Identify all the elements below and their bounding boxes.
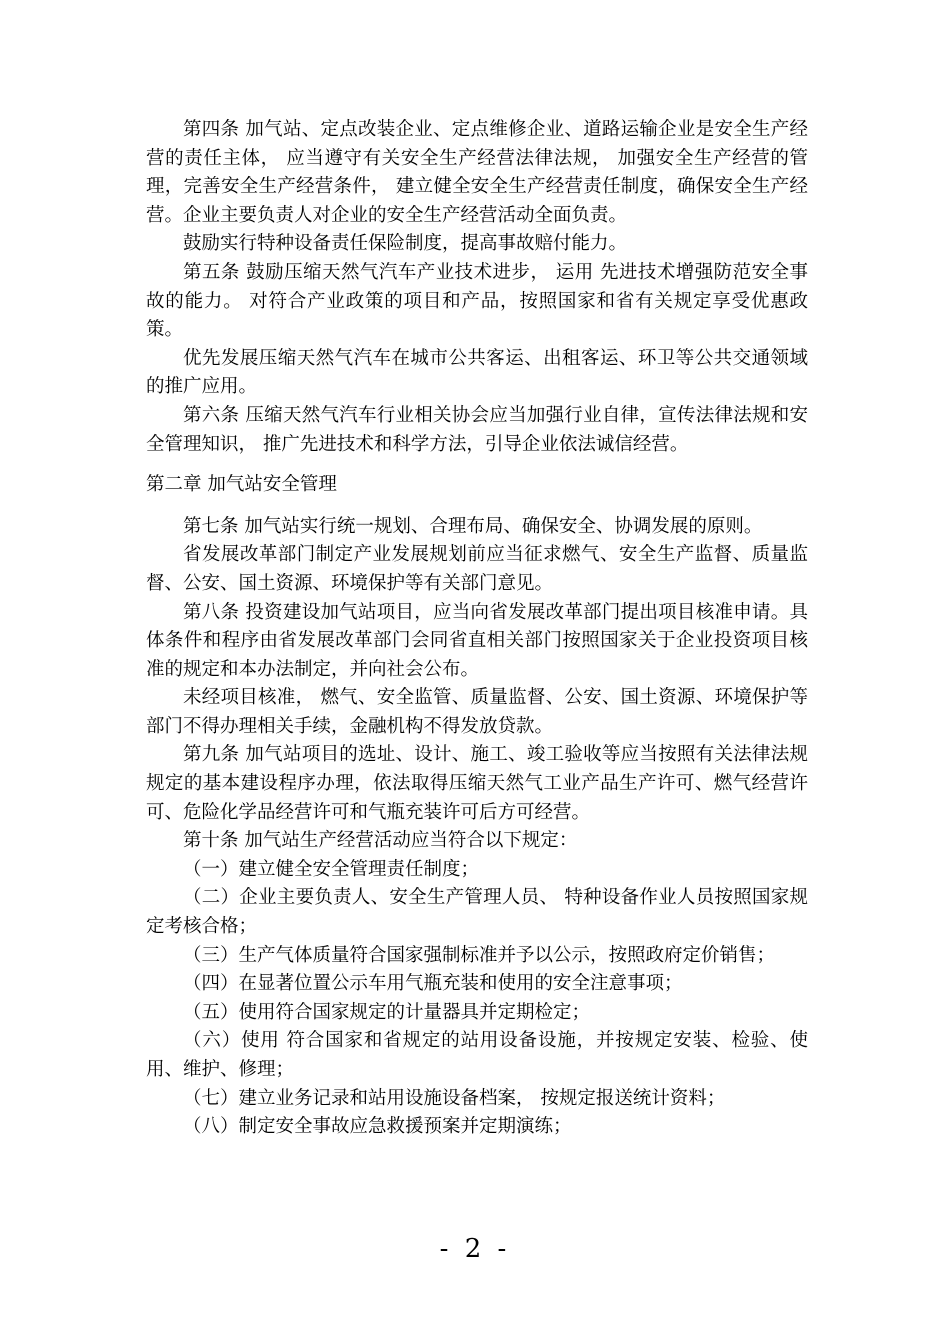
unapproved-project-paragraph: 未经项目核准， 燃气、安全监管、质量监督、公安、国土资源、环境保护等部门不得办理相关手续，金融机构不得发放贷款。: [146, 687, 808, 737]
article-5-paragraph: 第五条 鼓励压缩天然气汽车产业技术进步， 运用 先进技术增强防范安全事故的能力。 对符合产业政策的项目和产品，按照国家和省有关规定享受优惠政策。: [146, 261, 808, 341]
document-body: [146, 116, 808, 1142]
insurance-paragraph: 鼓励实行特种设备责任保险制度，提高事故赔付能力。: [183, 233, 628, 255]
list-item-2: （二）企业主要负责人、安全生产管理人员、 特种设备作业人员按照国家规定考核合格；: [146, 887, 808, 938]
public-transport-paragraph: 优先发展压缩天然气汽车在城市公共客运、出租客运、环卫等公共交通领域的推广应用。: [146, 347, 808, 398]
article-4-paragraph: 第四条 加气站、定点改装企业、定点维修企业、道路运输企业是安全生产经营的责任主体， 应当遵守有关安全生产经营法律法规， 加强安全生产经营的管理，完善安全生产经营条件， 建立健全安全生产经营责任制度，确保安全生产经营。企业主要负责人对企业的安全生产经营活动全面负责。: [146, 119, 808, 226]
list-item-4: （四）在显著位置公示车用气瓶充装和使用的安全注意事项；: [183, 973, 683, 995]
article-9-paragraph: 第九条 加气站项目的选址、设计、施工、竣工验收等应当按照有关法律法规规定的基本建设程序办理，依法取得压缩天然气工业产品生产许可、燃气经营许可、危险化学品经营许可和气瓶充装许可后方可经营。: [146, 744, 808, 823]
article-8-paragraph: 第八条 投资建设加气站项目，应当向省发展改革部门提出项目核准申请。具体条件和程序由省发展改革部门会同省直相关部门按照国家关于企业投资项目核准的规定和本办法制定，并向社会公布。: [146, 601, 808, 680]
list-item-8: （八）制定安全事故应急救援预案并定期演练；: [183, 1116, 572, 1138]
article-6-paragraph: 第六条 压缩天然气汽车行业相关协会应当加强行业自律，宣传法律法规和安全管理知识， 推广先进技术和科学方法，引导企业依法诚信经营。: [146, 404, 808, 455]
list-item-6: （六）使用 符合国家和省规定的站用设备设施，并按规定安装、检验、使用、维护、修理；: [146, 1030, 808, 1080]
article-7-paragraph: 第七条 加气站实行统一规划、合理布局、确保安全、协调发展的原则。: [183, 515, 763, 537]
list-item-1: （一）建立健全安全管理责任制度；: [183, 858, 480, 880]
list-item-3: （三）生产气体质量符合国家强制标准并予以公示，按照政府定价销售；: [183, 944, 776, 966]
article-10-paragraph: 第十条 加气站生产经营活动应当符合以下规定：: [183, 830, 578, 852]
planning-consultation-paragraph: 省发展改革部门制定产业发展规划前应当征求燃气、安全生产监督、质量监督、公安、国土资源、环境保护等有关部门意见。: [146, 544, 808, 594]
list-item-7: （七）建立业务记录和站用设施设备档案， 按规定报送统计资料；: [183, 1087, 726, 1109]
page-number: - 2 -: [439, 1234, 511, 1264]
chapter-heading: 第二章 加气站安全管理: [146, 474, 337, 496]
list-item-5: （五）使用符合国家规定的计量器具并定期检定；: [183, 1001, 591, 1023]
